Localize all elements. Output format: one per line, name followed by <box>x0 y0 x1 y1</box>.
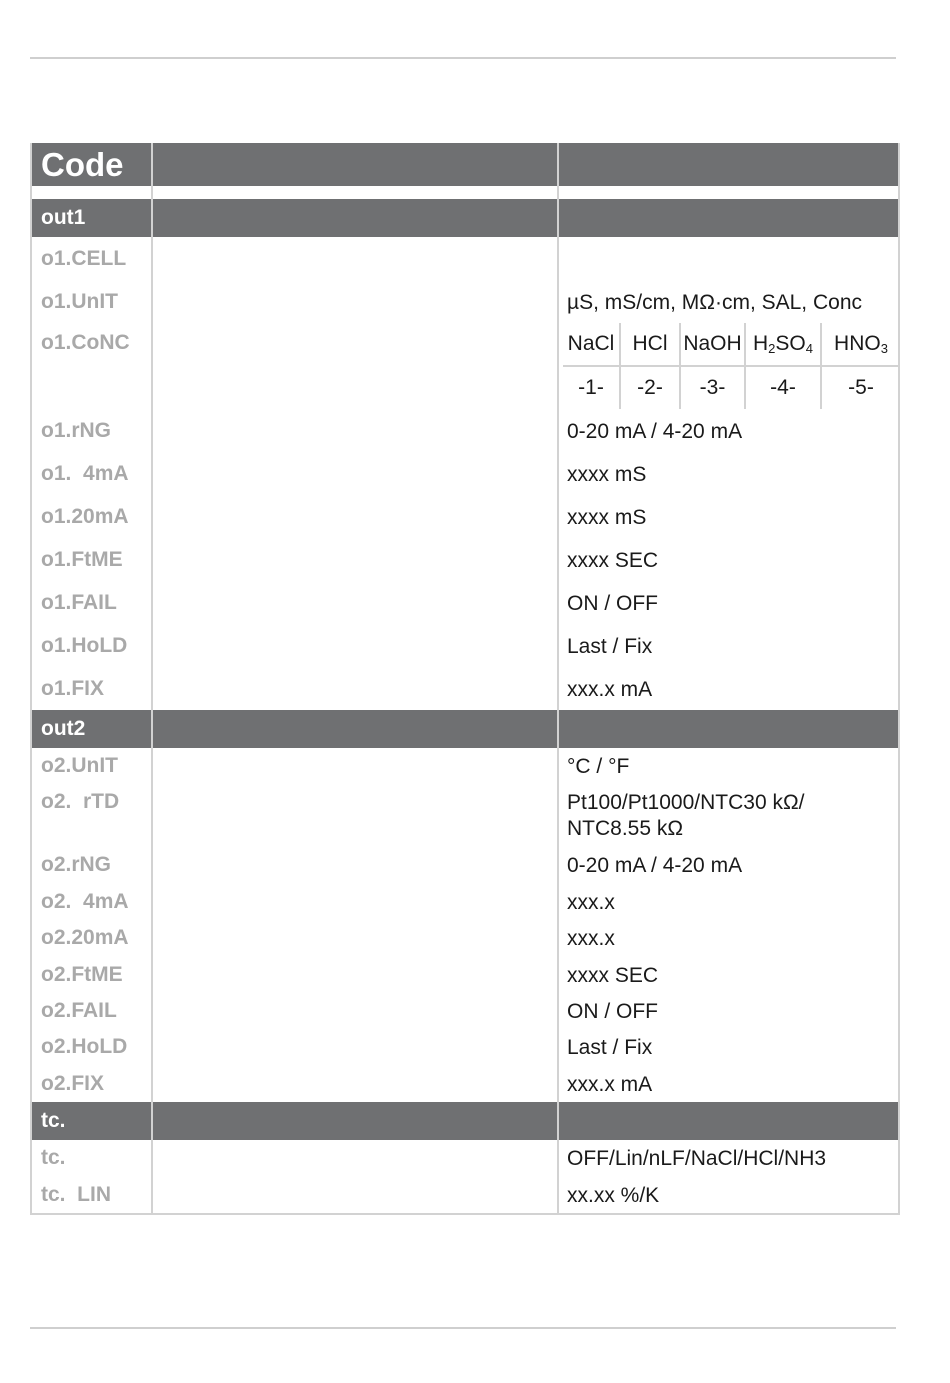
table-row <box>31 667 899 710</box>
table-row <box>31 748 899 784</box>
value-label: xxx.x <box>567 890 615 914</box>
code-label: o1.CELL <box>41 247 127 270</box>
table-row-concentration <box>31 323 899 409</box>
code-label: o1.HoLD <box>41 634 128 657</box>
value-label: Last / Fix <box>567 635 653 658</box>
table-row <box>31 624 899 667</box>
value-label: µS, mS/cm, MΩ·cm, SAL, Conc <box>567 291 863 314</box>
section-title: tc. <box>31 1102 152 1140</box>
code-label: o2.UnIT <box>41 754 118 777</box>
value-label-line2: NTC8.55 kΩ <box>567 816 684 840</box>
value-label: xxxx SEC <box>567 963 659 987</box>
conc-name-h2so4: $H_2SO_4$ <box>745 323 821 366</box>
value-label: ON / OFF <box>567 999 658 1023</box>
conc-number: -3- <box>680 366 745 409</box>
bottom-rule <box>30 1327 896 1329</box>
value-label <box>559 237 898 247</box>
value-label: ON / OFF <box>567 592 658 615</box>
code-label: o2.FAIL <box>41 998 117 1022</box>
code-label: o1.20mA <box>41 505 129 528</box>
section-header-out2 <box>31 710 899 748</box>
value-label: °C / °F <box>567 755 630 778</box>
table-row <box>31 784 899 847</box>
code-label: o1.FAIL <box>41 591 117 614</box>
header-mid <box>152 143 558 186</box>
table-row <box>31 1066 899 1102</box>
code-label: tc. LIN <box>41 1182 112 1206</box>
value-label: 0-20 mA / 4-20 mA <box>567 854 743 878</box>
value-label: xxx.x mA <box>567 1072 653 1096</box>
table-row <box>31 495 899 538</box>
code-label: o1.CoNC <box>41 331 130 354</box>
table-row <box>31 538 899 581</box>
value-label: Pt100/Pt1000/NTC30 kΩ/ <box>567 791 805 815</box>
conc-name: HCl <box>620 323 680 366</box>
table-header-row <box>31 143 899 186</box>
table-row <box>31 920 899 956</box>
section-header-tc <box>31 1102 899 1140</box>
conc-name: NaCl <box>563 323 620 366</box>
code-table <box>30 143 900 1215</box>
code-label: o2.rNG <box>41 853 112 877</box>
table-row <box>31 280 899 323</box>
section-header-out1 <box>31 199 899 237</box>
value-label: OFF/Lin/nLF/NaCl/HCl/NH3 <box>567 1147 827 1171</box>
table-row <box>31 1029 899 1065</box>
value-label: 0-20 mA / 4-20 mA <box>567 420 743 443</box>
code-label: o1.FtME <box>41 548 123 571</box>
conc-number: -2- <box>620 366 680 409</box>
value-label: Last / Fix <box>567 1036 653 1060</box>
conc-number: -1- <box>563 366 620 409</box>
code-label: o2.20mA <box>41 926 129 950</box>
table-row <box>31 993 899 1029</box>
value-label: xxx.x <box>567 927 615 951</box>
code-label: o1.rNG <box>41 419 112 442</box>
value-label: xx.xx %/K <box>567 1183 660 1207</box>
conc-name: NaOH <box>680 323 745 366</box>
table-row <box>31 884 899 920</box>
table-row <box>31 237 899 280</box>
top-rule <box>30 57 896 59</box>
code-label: o2.FIX <box>41 1071 105 1095</box>
header-value <box>558 143 899 186</box>
header-code: Code <box>31 143 152 186</box>
conc-number: -5- <box>848 376 874 399</box>
value-label: xxx.x mA <box>567 678 653 701</box>
code-label: o1.FIX <box>41 677 105 700</box>
code-label: o2. rTD <box>41 790 120 814</box>
section-title: out2 <box>31 710 152 748</box>
table-row <box>31 581 899 624</box>
header-gap <box>31 186 899 199</box>
table-row <box>31 409 899 452</box>
code-label: o1. 4mA <box>41 462 129 485</box>
table-row <box>31 452 899 495</box>
concentration-grid <box>563 323 900 409</box>
code-label: tc. <box>41 1146 66 1170</box>
table-row <box>31 847 899 883</box>
code-label: o1.UnIT <box>41 290 118 313</box>
code-label: o2.HoLD <box>41 1035 128 1059</box>
value-label: xxxx SEC <box>567 549 659 572</box>
table-row <box>31 1140 899 1176</box>
code-label: o2.FtME <box>41 962 123 986</box>
conc-number: -4- <box>745 366 821 409</box>
table-row <box>31 1177 899 1214</box>
value-label: xxxx mS <box>567 506 647 529</box>
section-title: out1 <box>31 199 152 237</box>
conc-name-hno3: $HNO_3$ <box>821 323 900 366</box>
value-label: xxxx mS <box>567 463 647 486</box>
table-row <box>31 957 899 993</box>
code-label: o2. 4mA <box>41 889 129 913</box>
